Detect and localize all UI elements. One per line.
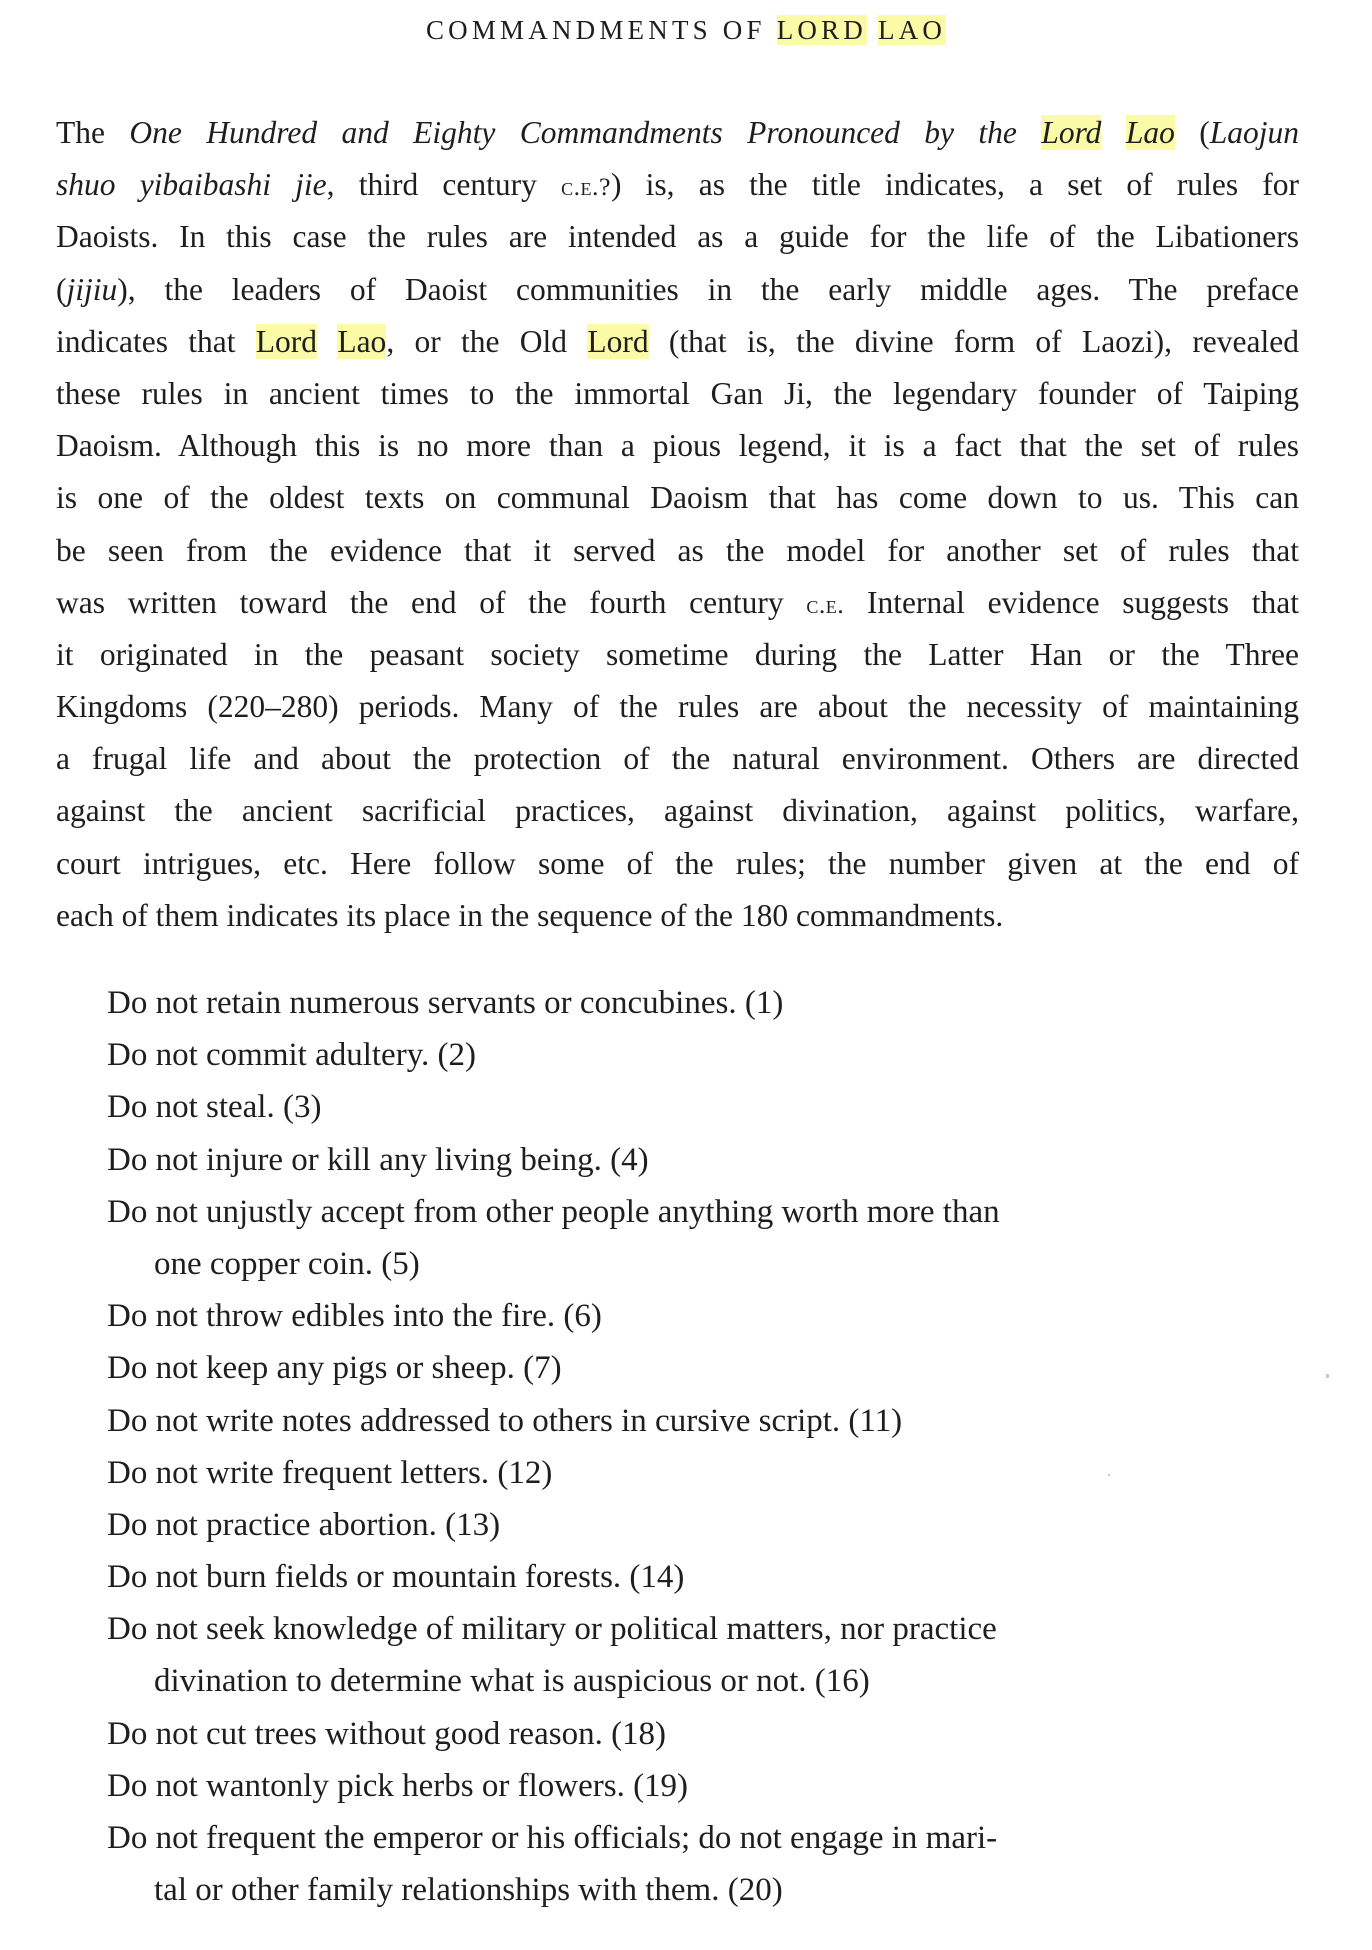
text-segment: ) is, as the title indicates, a set of rules for bbox=[610, 167, 1300, 203]
commandment-text: Do not retain numerous servants or concubines. (1) bbox=[107, 985, 784, 1021]
text-segment: , or the Old bbox=[386, 323, 588, 359]
text-segment: indicates that bbox=[56, 323, 256, 359]
italic-text bbox=[1101, 115, 1125, 150]
commandment-text: Do not injure or kill any living being. (4) bbox=[107, 1141, 649, 1178]
commandment-item bbox=[107, 1554, 1257, 1606]
text-segment: was written toward the end of the fourth century bbox=[56, 584, 807, 620]
running-head-prefix: COMMANDMENTS OF bbox=[425, 15, 766, 45]
commandment-continuation: divination to determine what is auspicious or not. (16) bbox=[154, 1663, 870, 1700]
paragraph-line bbox=[56, 788, 1299, 840]
commandment-text: Do not cut trees without good reason. (18) bbox=[107, 1715, 667, 1752]
text-segment: Daoists. In this case the rules are intended as a guide for the life of the Libationers bbox=[56, 219, 1299, 255]
paragraph-line bbox=[56, 267, 1299, 319]
commandment-item bbox=[107, 1032, 1257, 1084]
paragraph-line bbox=[56, 475, 1299, 527]
italic-text: shuo yibaibashi jie bbox=[56, 167, 327, 203]
paragraph-line bbox=[56, 319, 1299, 371]
commandment-text: Do not practice abortion. (13) bbox=[107, 1506, 501, 1543]
commandment-item bbox=[107, 1293, 1257, 1345]
commandment-item bbox=[107, 1084, 1257, 1136]
paragraph-line bbox=[56, 580, 1299, 632]
commandment-item bbox=[107, 1606, 1257, 1710]
commandments-list bbox=[107, 980, 1257, 1919]
paragraph-line bbox=[56, 684, 1299, 736]
text-segment: , third century bbox=[326, 167, 562, 203]
text-segment: Daoism. Although this is no more than a pious legend, it is a fact that the set of rules bbox=[56, 428, 1299, 464]
text-segment: Kingdoms (220–280) periods. Many of the rules are about the necessity of maintaining bbox=[56, 689, 1299, 725]
commandment-text: Do not write frequent letters. (12) bbox=[107, 1454, 553, 1491]
commandment-item bbox=[107, 1711, 1257, 1763]
commandment-item bbox=[107, 1137, 1257, 1189]
scan-speck bbox=[1108, 1474, 1110, 1476]
highlighted-term: Lord bbox=[587, 323, 649, 359]
running-head-highlight-lao: LAO bbox=[877, 15, 947, 45]
small-caps-text: c.e.? bbox=[561, 172, 611, 202]
paragraph-line bbox=[56, 214, 1299, 266]
paragraph-line bbox=[56, 423, 1299, 475]
commandment-text: Do not seek knowledge of military or political matters, nor practice bbox=[107, 1611, 997, 1648]
paragraph-line bbox=[56, 162, 1299, 214]
highlighted-term: Lord bbox=[255, 323, 318, 359]
text-segment: it originated in the peasant society sometime during the Latter Han or the Three bbox=[56, 636, 1299, 672]
commandment-text: Do not wantonly pick herbs or flowers. (19) bbox=[107, 1767, 689, 1804]
paragraph-line bbox=[56, 632, 1299, 684]
commandment-text: Do not keep any pigs or sheep. (7) bbox=[107, 1350, 562, 1387]
text-segment: The bbox=[56, 115, 130, 150]
text-segment bbox=[317, 324, 337, 359]
commandment-text: Do not write notes addressed to others in cursive script. (11) bbox=[107, 1402, 903, 1439]
commandment-text: Do not burn fields or mountain forests. (14) bbox=[107, 1559, 685, 1596]
commandment-continuation: tal or other family relationships with them. (20) bbox=[154, 1872, 783, 1909]
highlighted-term: Lord bbox=[1041, 115, 1102, 150]
paragraph-line bbox=[56, 371, 1299, 423]
intro-paragraph bbox=[56, 110, 1299, 945]
text-segment: be seen from the evidence that it served as the model for another set of rules that bbox=[56, 532, 1299, 568]
commandment-item bbox=[107, 1398, 1257, 1450]
italic-text: Laojun bbox=[1209, 115, 1300, 150]
text-segment: a frugal life and about the protection of the natural environment. Others are directed bbox=[56, 741, 1299, 777]
commandment-text: Do not steal. (3) bbox=[107, 1089, 322, 1126]
text-segment: court intrigues, etc. Here follow some of the rules; the number given at the end of bbox=[56, 845, 1299, 881]
text-segment: against the ancient sacrificial practices, against divination, against politics, warfare, bbox=[56, 793, 1299, 829]
paragraph-line bbox=[56, 841, 1299, 893]
highlighted-term: Lao bbox=[1125, 115, 1175, 150]
small-caps-text: c.e. bbox=[806, 589, 845, 619]
commandment-text: Do not unjustly accept from other people anything worth more than bbox=[107, 1193, 1000, 1230]
text-segment: is one of the oldest texts on communal Daoism that has come down to us. This can bbox=[56, 480, 1299, 516]
paragraph-line bbox=[56, 736, 1299, 788]
text-segment: ), the leaders of Daoist communities in the early middle ages. The preface bbox=[117, 271, 1299, 307]
text-segment: ( bbox=[1174, 115, 1210, 150]
commandment-text: Do not commit adultery. (2) bbox=[107, 1037, 477, 1074]
text-segment: Internal evidence suggests that bbox=[844, 584, 1299, 620]
italic-text: jijiu bbox=[66, 271, 118, 307]
commandment-text: Do not throw edibles into the fire. (6) bbox=[107, 1298, 602, 1335]
text-segment: each of them indicates its place in the sequence of the 180 commandments. bbox=[56, 897, 1004, 933]
commandment-item bbox=[107, 1763, 1257, 1815]
commandment-item bbox=[107, 1189, 1257, 1293]
text-segment: these rules in ancient times to the immortal Gan Ji, the legendary founder of Taiping bbox=[56, 375, 1299, 411]
commandment-item bbox=[107, 1815, 1257, 1919]
italic-text: One Hundred and Eighty Commandments Pronounced by the bbox=[129, 115, 1042, 150]
commandment-item bbox=[107, 980, 1257, 1032]
scan-speck bbox=[1326, 1374, 1329, 1378]
commandment-item bbox=[107, 1345, 1257, 1397]
text-segment: ( bbox=[56, 271, 67, 307]
commandment-item bbox=[107, 1502, 1257, 1554]
commandment-item bbox=[107, 1450, 1257, 1502]
paragraph-line bbox=[56, 528, 1299, 580]
paragraph-line bbox=[56, 893, 1299, 945]
paragraph-line bbox=[56, 110, 1299, 162]
text-segment: (that is, the divine form of Laozi), revealed bbox=[648, 323, 1299, 359]
commandment-continuation: one copper coin. (5) bbox=[154, 1245, 420, 1282]
commandment-text: Do not frequent the emperor or his officials; do not engage in mari- bbox=[107, 1820, 998, 1856]
running-head bbox=[0, 10, 1372, 50]
highlighted-term: Lao bbox=[337, 323, 387, 359]
running-head-highlight-lord: LORD bbox=[776, 15, 867, 45]
